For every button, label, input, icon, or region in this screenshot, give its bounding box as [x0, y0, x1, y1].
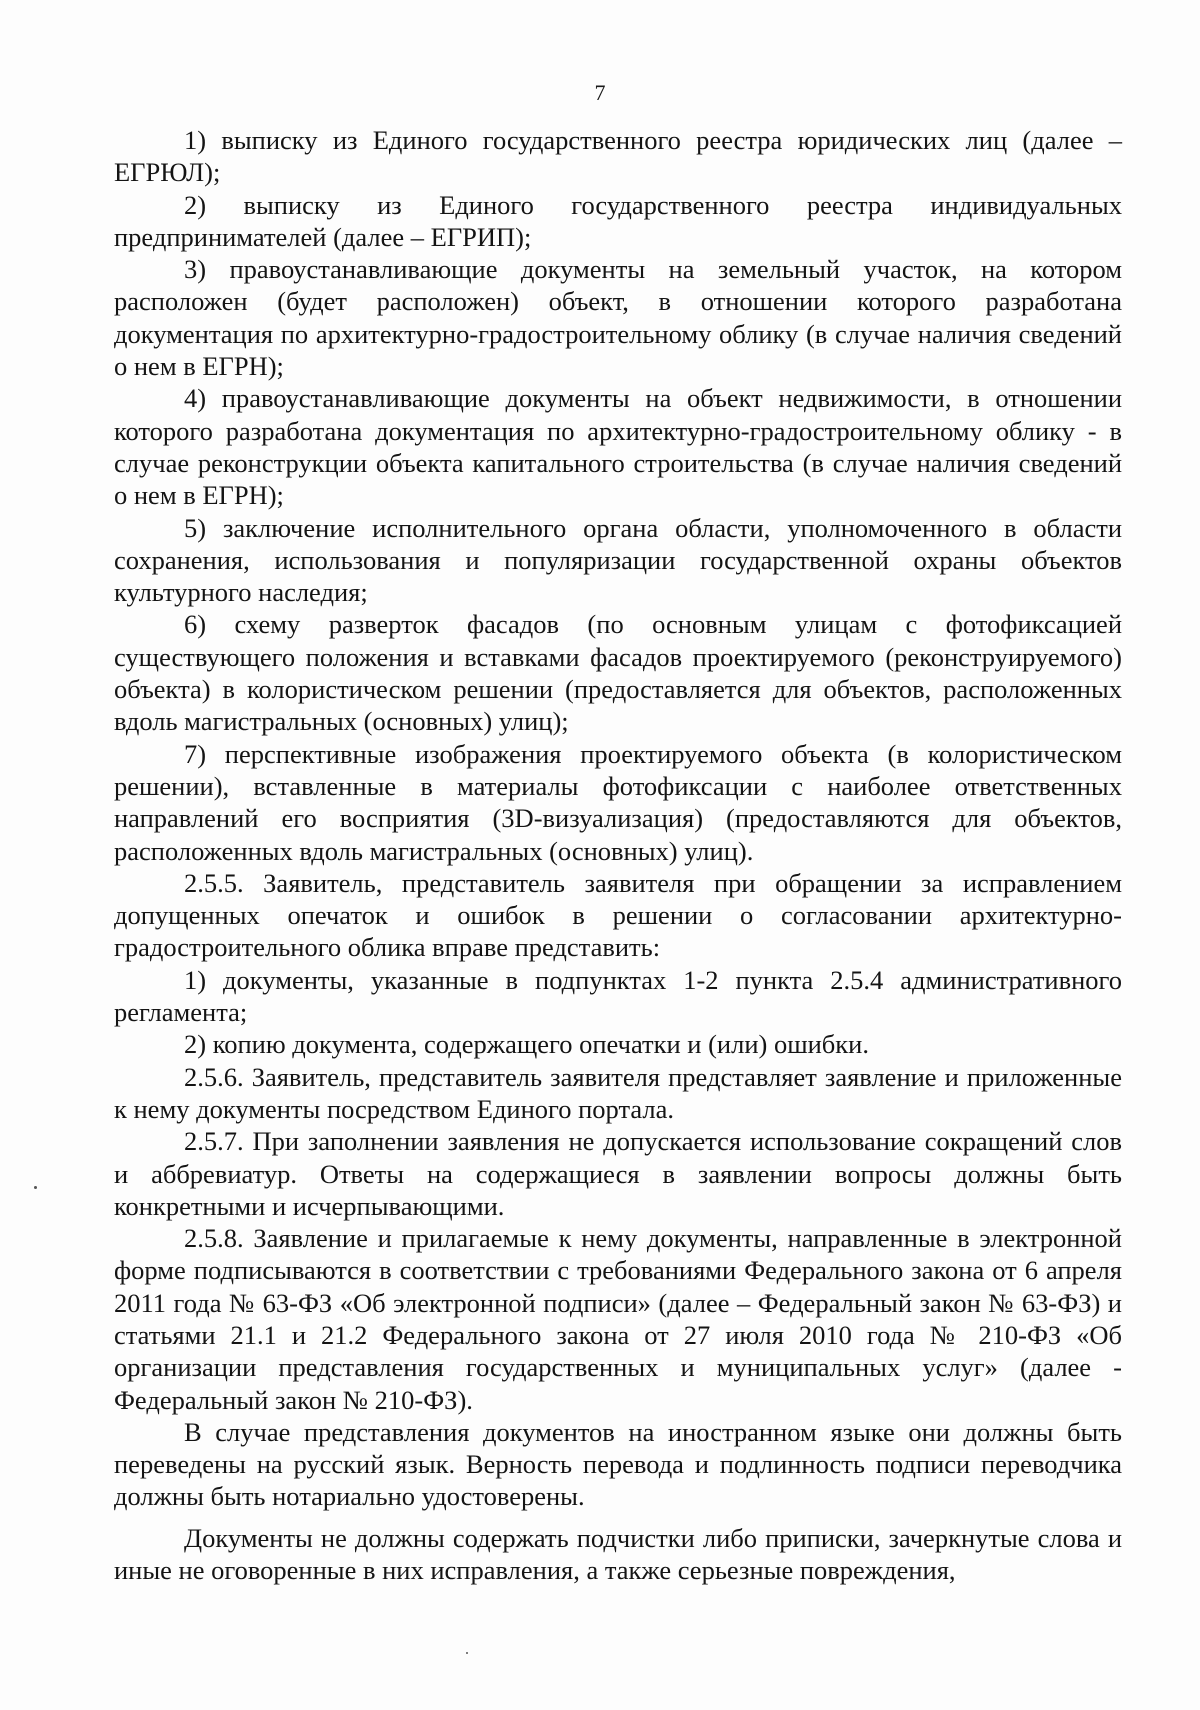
paragraph-item-7: 7) перспективные изображения проектируемого объекта (в колористическом решении), вставленные в материалы фотофиксации с наиболее ответственных направлений его восприятия (3D-визуализация) (предоставляются для объектов, расположенных вдоль магистральных (основных) улиц).	[114, 738, 1122, 866]
paragraph-2-5-5-item-2: 2) копию документа, содержащего опечатки и (или) ошибки.	[184, 1029, 869, 1060]
paragraph-2-5-5: 2.5.5. Заявитель, представитель заявителя при обращении за исправлением допущенных опечаток и ошибок в решении о согласовании архитектурно-градостроительного облика вправе представить:	[114, 867, 1122, 963]
paragraph-foreign-language: В случае представления документов на иностранном языке они должны быть переведены на русский язык. Верность перевода и подлинность подписи переводчика должны быть нотариально удостоверены.	[114, 1416, 1122, 1512]
paragraph-2-5-6: 2.5.6. Заявитель, представитель заявителя представляет заявление и приложенные к нему документы посредством Единого портала.	[114, 1061, 1122, 1124]
page-number: 7	[594, 80, 606, 105]
paragraph-item-6: 6) схему разверток фасадов (по основным улицам с фотофиксацией существующего положения и вставками фасадов проектируемого (реконструируемого) объекта) в колористическом решении (предоставляется для объектов, расположенных вдоль магистральных (основных) улиц);	[114, 609, 1122, 737]
paragraph-2-5-7: 2.5.7. При заполнении заявления не допускается использование сокращений слов и аббревиатур. Ответы на содержащиеся в заявлении вопросы должны быть конкретными и исчерпывающими.	[114, 1126, 1122, 1221]
paragraph-2-5-5-item-1: 1) документы, указанные в подпунктах 1-2 пункта 2.5.4 административного регламента;	[114, 964, 1122, 1028]
paragraph-item-2: 2) выписку из Единого государственного реестра индивидуальных предпринимателей (далее – ЕГРИП);	[114, 189, 1122, 252]
document-body	[114, 124, 1122, 1586]
paragraph-item-3: 3) правоустанавливающие документы на земельный участок, на котором расположен (будет расположен) объект, в отношении которого разработана документация по архитектурно-градостроительному облику (в случае наличия сведений о нем в ЕГРН);	[114, 254, 1122, 382]
scan-speck	[34, 1186, 37, 1189]
paragraph-2-5-8: 2.5.8. Заявление и прилагаемые к нему документы, направленные в электронной форме подписываются в соответствии с требованиями Федерального закона от 6 апреля 2011 года № 63-ФЗ «Об электронной подписи» (далее – Федеральный закон № 63-ФЗ) и статьями 21.1 и 21.2 Федерального закона от 27 июля 2010 года № 210-ФЗ «Об организации представления государственных и муниципальных услуг» (далее - Федеральный закон № 210-ФЗ).	[114, 1223, 1122, 1415]
paragraph-document-requirements: Документы не должны содержать подчистки либо приписки, зачеркнутые слова и иные не оговоренные в них исправления, а также серьезные повреждения,	[114, 1522, 1122, 1586]
paragraph-item-5: 5) заключение исполнительного органа области, уполномоченного в области сохранения, использования и популяризации государственной охраны объектов культурного наследия;	[114, 512, 1122, 608]
paragraph-item-1: 1) выписку из Единого государственного реестра юридических лиц (далее – ЕГРЮЛ);	[114, 125, 1122, 188]
paragraph-item-4: 4) правоустанавливающие документы на объект недвижимости, в отношении которого разработана документация по архитектурно-градостроительному облику - в случае реконструкции объекта капитального строительства (в случае наличия сведений о нем в ЕГРН);	[114, 383, 1122, 511]
scan-speck	[466, 1652, 468, 1654]
